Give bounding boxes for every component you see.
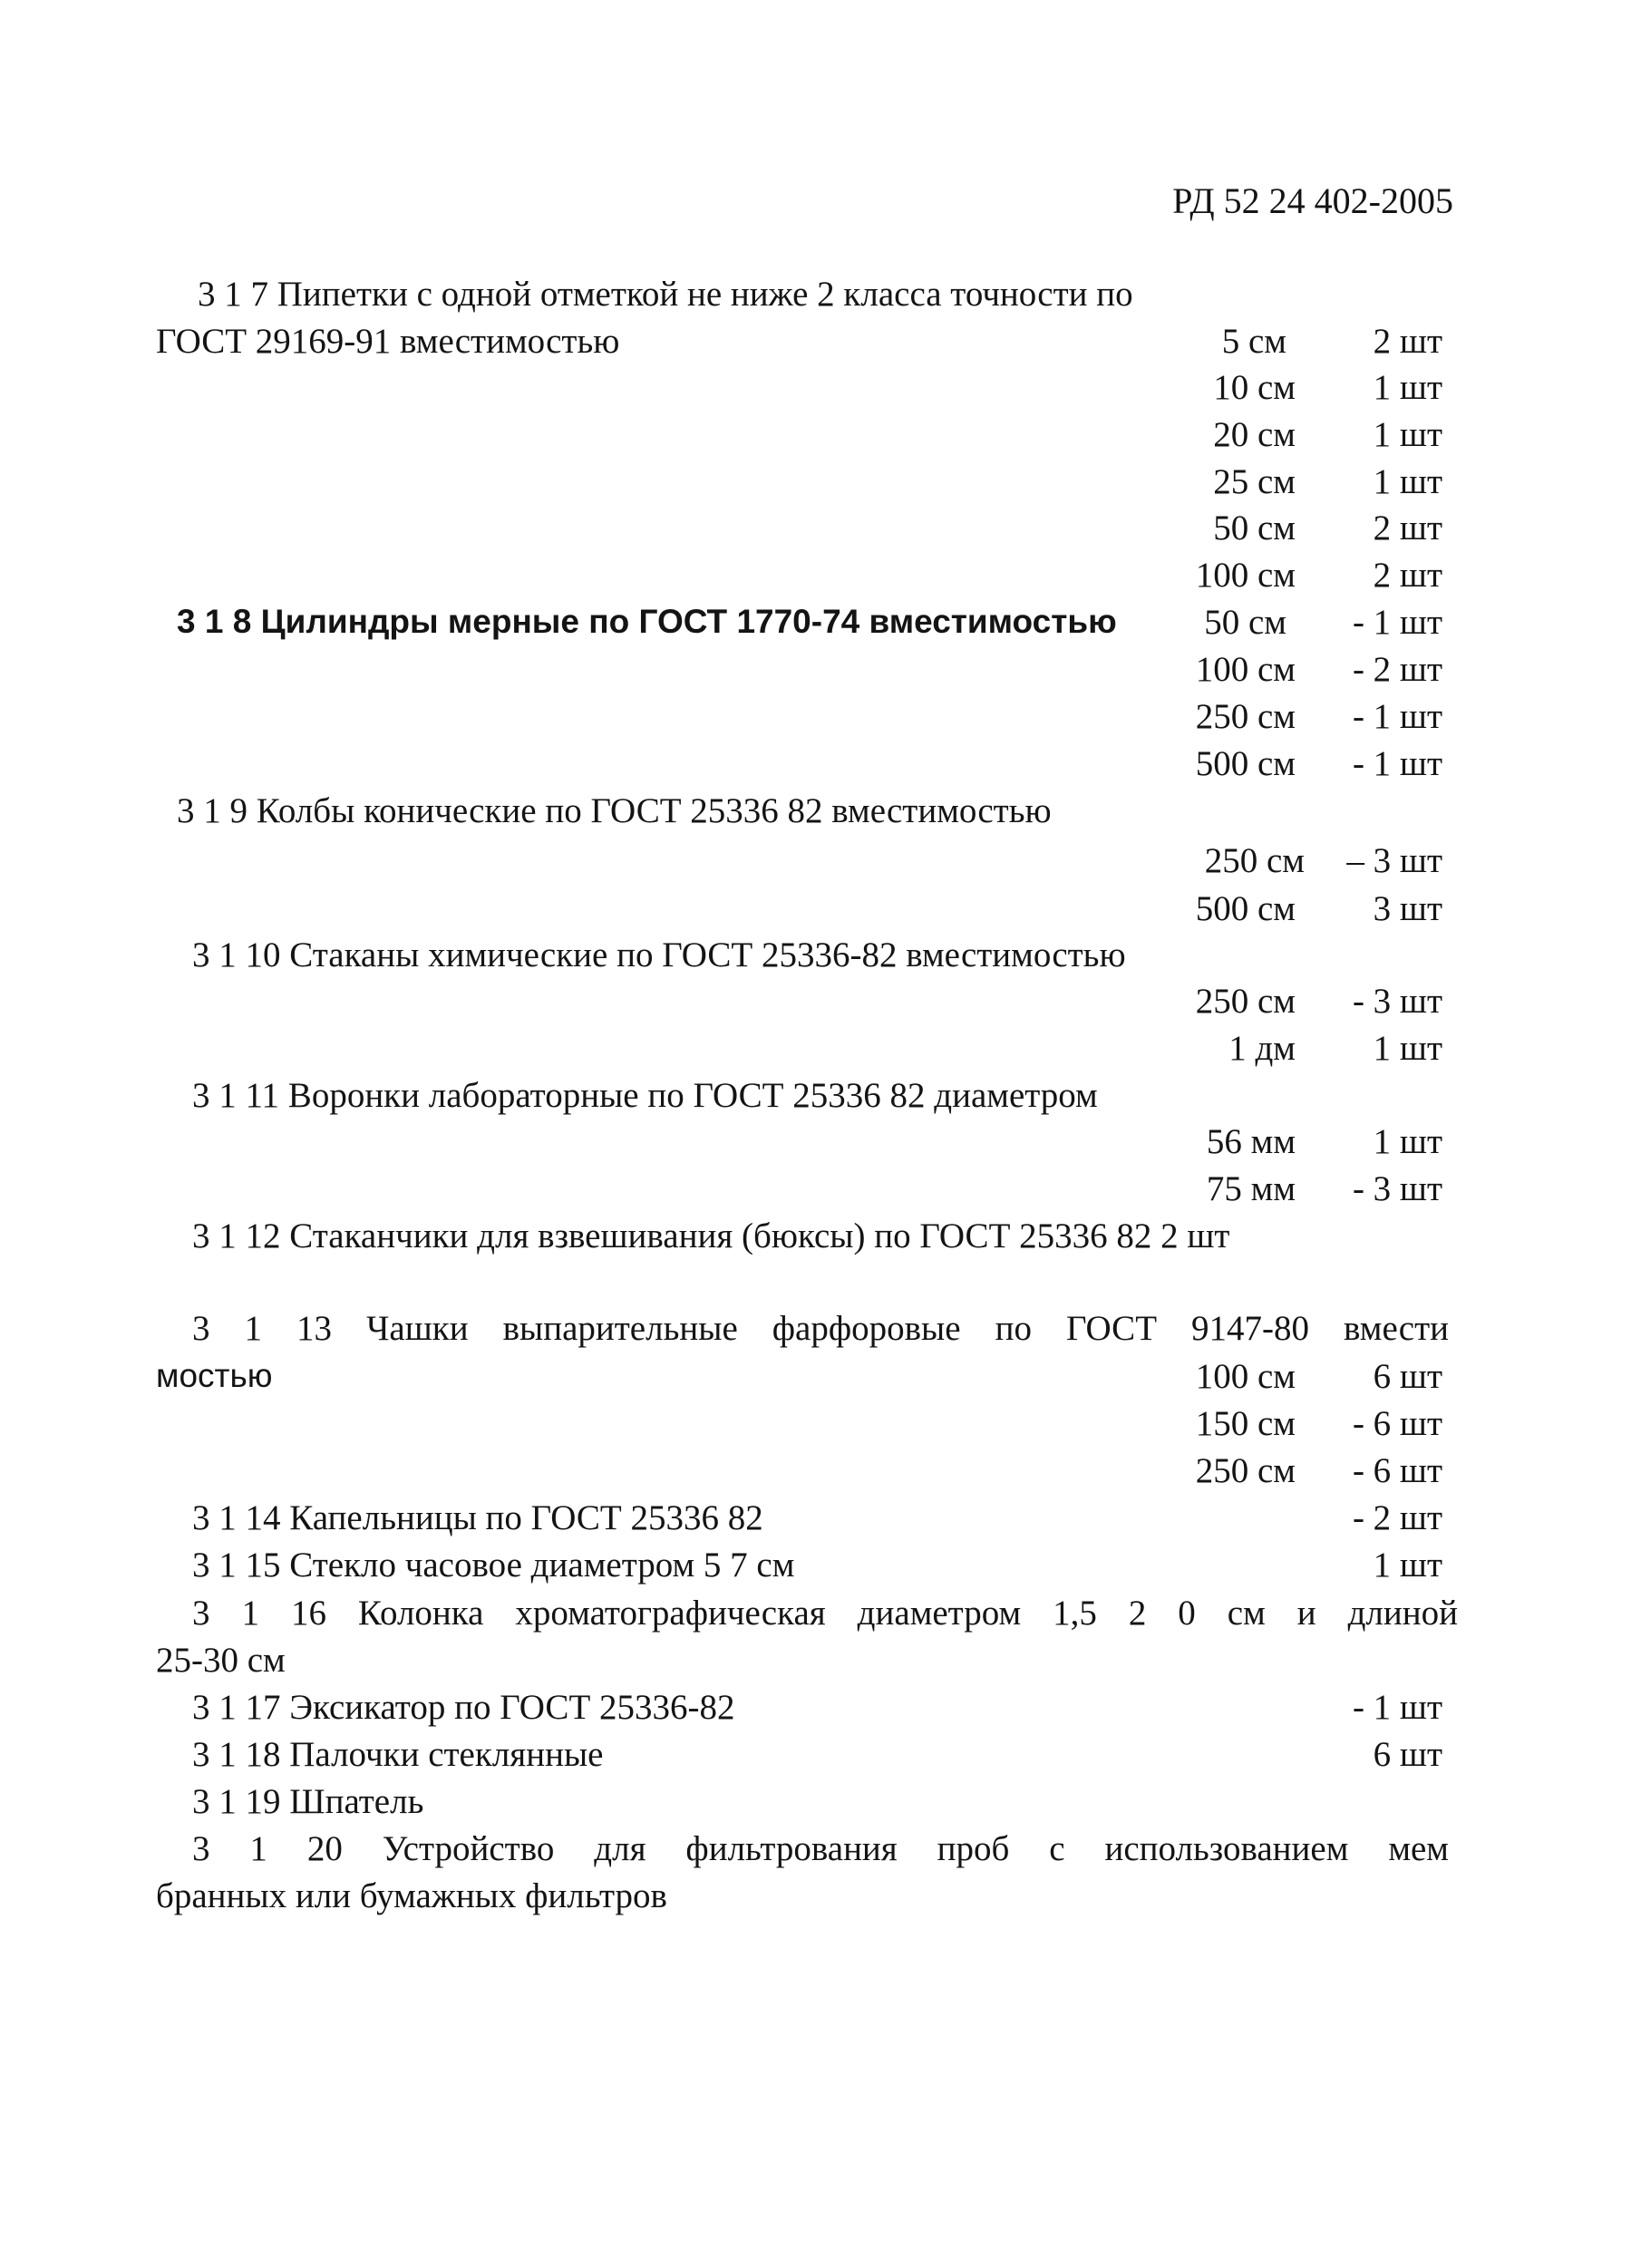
- item-3-1-19-title: 3 1 19 Шпатель: [192, 1782, 424, 1821]
- volume-value: 20 см: [1213, 415, 1296, 454]
- volume-value: 250 см: [1195, 697, 1296, 736]
- item-3-1-15-title: 3 1 15 Стекло часовое диаметром 5 7 см: [192, 1546, 795, 1585]
- volume-value: 100 см: [1195, 556, 1296, 595]
- item-3-1-20-title: 3 1 20 Устройство для фильтрования проб с использованием мем: [192, 1829, 1449, 1868]
- volume-value: 10 см: [1213, 368, 1296, 407]
- item-3-1-16-subtitle: 25-30 см: [156, 1641, 286, 1680]
- quantity-value: 1 шт: [1373, 415, 1442, 454]
- volume-value: 5 см: [1221, 322, 1286, 361]
- volume-value: 100 см: [1195, 650, 1296, 689]
- volume-value: 100 см: [1195, 1357, 1296, 1396]
- item-3-1-20-subtitle: бранных или бумажных фильтров: [156, 1876, 667, 1915]
- quantity-value: 6 шт: [1373, 1357, 1442, 1396]
- item-3-1-7-subtitle: ГОСТ 29169-91 вместимостью: [156, 322, 620, 361]
- item-3-1-18-title: 3 1 18 Палочки стеклянные: [192, 1735, 604, 1774]
- item-3-1-11-title: 3 1 11 Воронки лабораторные по ГОСТ 25336 82 диаметром: [192, 1076, 1098, 1115]
- item-3-1-13-title: 3 1 13 Чашки выпарительные фарфоровые по ГОСТ 9147-80 вмести: [192, 1309, 1449, 1348]
- volume-value: 1 дм: [1228, 1029, 1296, 1068]
- quantity-value: - 1 шт: [1352, 603, 1442, 642]
- quantity-value: 1 шт: [1373, 1546, 1442, 1585]
- item-3-1-16-title: 3 1 16 Колонка хроматографическая диаметром 1,5 2 0 см и длиной: [192, 1594, 1458, 1633]
- quantity-value: - 3 шт: [1352, 982, 1442, 1021]
- volume-value: 250 см: [1195, 1451, 1296, 1490]
- volume-value: 50 см: [1204, 603, 1286, 642]
- volume-value: 500 см: [1195, 889, 1296, 928]
- quantity-value: - 3 шт: [1352, 1169, 1442, 1208]
- quantity-value: 6 шт: [1373, 1735, 1442, 1774]
- quantity-value: 2 шт: [1373, 556, 1442, 595]
- quantity-value: - 6 шт: [1352, 1404, 1442, 1443]
- quantity-value: - 2 шт: [1352, 1498, 1442, 1537]
- document-code: РД 52 24 402-2005: [1172, 180, 1453, 221]
- item-3-1-13-subtitle: мостью: [156, 1357, 273, 1394]
- quantity-value: - 1 шт: [1352, 1688, 1442, 1727]
- quantity-value: 2 шт: [1373, 322, 1442, 361]
- quantity-value: 1 шт: [1373, 1029, 1442, 1068]
- quantity-value: – 3 шт: [1346, 841, 1442, 880]
- item-3-1-14-title: 3 1 14 Капельницы по ГОСТ 25336 82: [192, 1498, 763, 1537]
- quantity-value: - 6 шт: [1352, 1451, 1442, 1490]
- item-3-1-9-title: 3 1 9 Колбы конические по ГОСТ 25336 82 вместимостью: [177, 791, 1052, 830]
- quantity-value: 1 шт: [1373, 1122, 1442, 1161]
- item-3-1-7-title: 3 1 7 Пипетки с одной отметкой не ниже 2 класса точности по: [198, 275, 1133, 314]
- quantity-value: - 1 шт: [1352, 744, 1442, 783]
- volume-value: 56 мм: [1206, 1122, 1296, 1161]
- item-3-1-10-title: 3 1 10 Стаканы химические по ГОСТ 25336-82 вместимостью: [192, 935, 1126, 974]
- item-3-1-17-title: 3 1 17 Эксикатор по ГОСТ 25336-82: [192, 1688, 735, 1727]
- quantity-value: - 2 шт: [1352, 650, 1442, 689]
- volume-value: 150 см: [1195, 1404, 1296, 1443]
- quantity-value: 2 шт: [1373, 509, 1442, 548]
- volume-value: 75 мм: [1206, 1169, 1296, 1208]
- volume-value: 50 см: [1213, 509, 1296, 548]
- quantity-value: 1 шт: [1373, 368, 1442, 407]
- volume-value: 250 см: [1195, 982, 1296, 1021]
- item-3-1-8-title: 3 1 8 Цилиндры мерные по ГОСТ 1770-74 вместимостью: [177, 603, 1117, 640]
- quantity-value: - 1 шт: [1352, 697, 1442, 736]
- quantity-value: 1 шт: [1373, 462, 1442, 501]
- volume-value: 25 см: [1213, 462, 1296, 501]
- volume-value: 500 см: [1195, 744, 1296, 783]
- volume-value: 250 см: [1204, 841, 1305, 880]
- quantity-value: 3 шт: [1373, 889, 1442, 928]
- item-3-1-12-title: 3 1 12 Стаканчики для взвешивания (бюксы) по ГОСТ 25336 82 2 шт: [192, 1216, 1230, 1255]
